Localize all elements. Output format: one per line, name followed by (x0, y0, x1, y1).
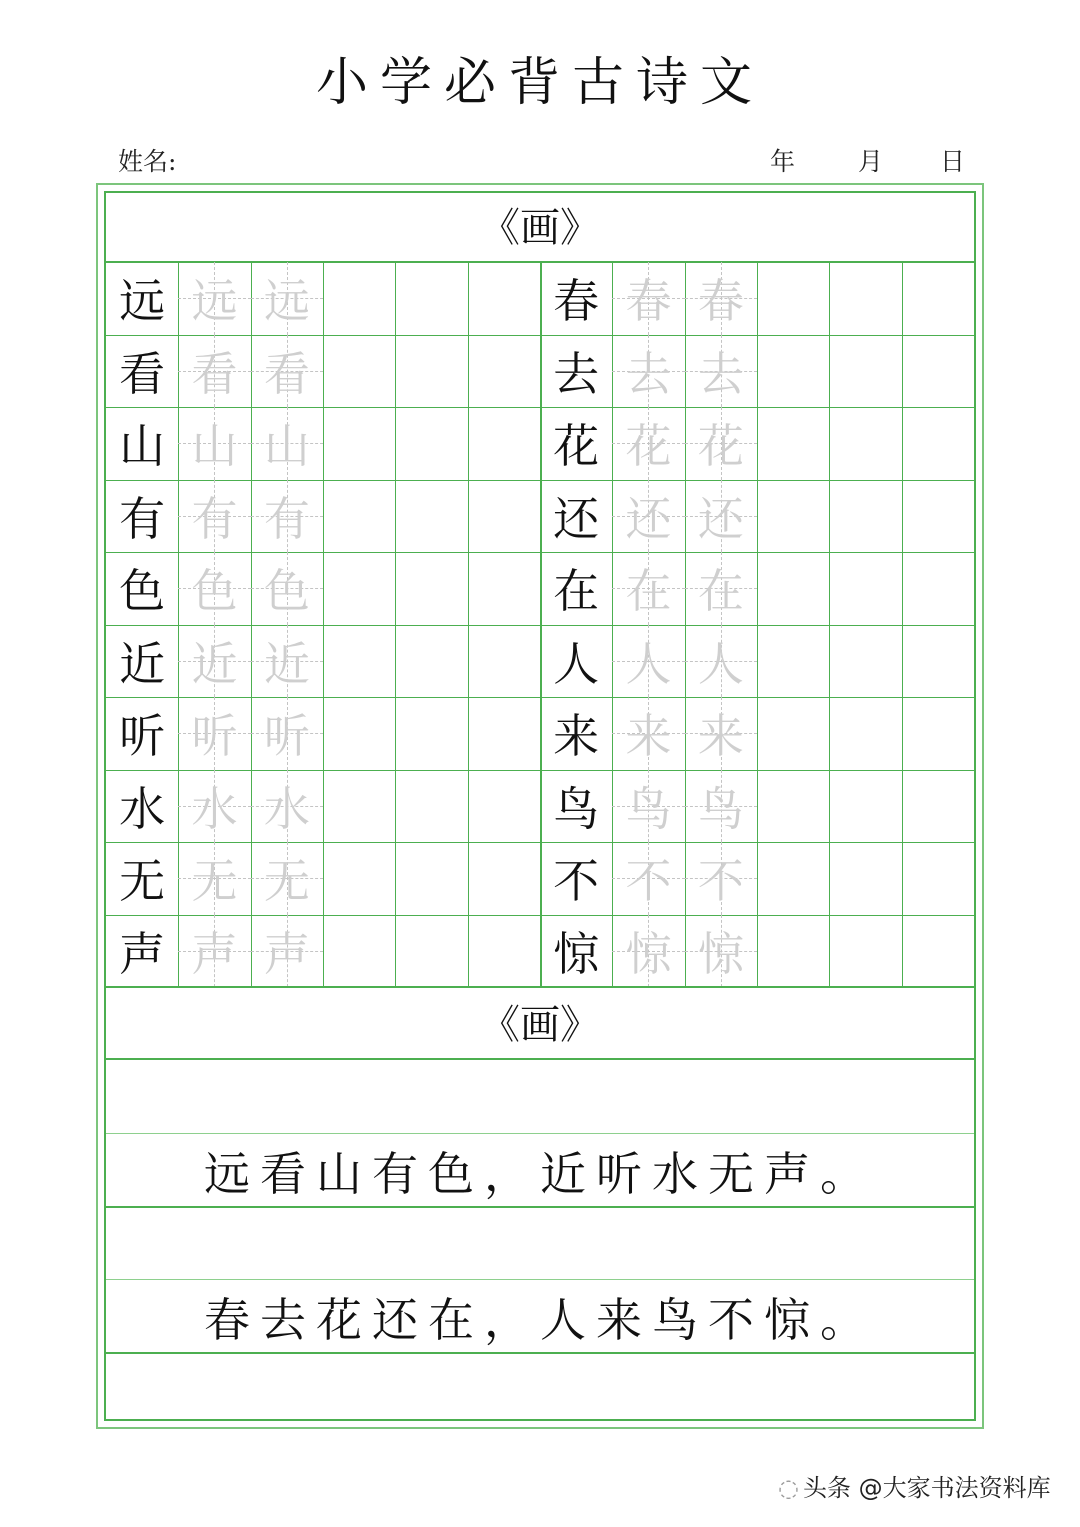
trace-character-cell (251, 625, 323, 698)
model-character: 惊 (553, 926, 600, 981)
model-character-cell (540, 407, 612, 480)
empty-practice-cell (395, 625, 467, 698)
trace-character: 去 (625, 346, 672, 401)
model-character: 色 (119, 564, 166, 619)
divider (106, 1058, 974, 1060)
practice-grid (106, 262, 974, 987)
model-character-cell (106, 697, 178, 770)
month-label: 月 (858, 147, 884, 176)
trace-character-cell (251, 697, 323, 770)
model-character-cell (540, 480, 612, 553)
trace-character: 色 (191, 564, 238, 619)
trace-character: 声 (263, 926, 310, 981)
trace-character-cell (685, 262, 757, 335)
model-character: 来 (553, 709, 600, 764)
empty-practice-cell (468, 262, 540, 335)
empty-practice-cell (829, 697, 901, 770)
empty-practice-cell (902, 335, 974, 408)
verse-line-1: 远看山有色，近听水无声。 (204, 1147, 876, 1201)
model-character-cell (540, 915, 612, 988)
empty-practice-cell (829, 552, 901, 625)
model-character-cell (540, 335, 612, 408)
trace-character-cell (178, 262, 250, 335)
trace-character-cell (178, 842, 250, 915)
trace-character-cell (178, 552, 250, 625)
empty-practice-cell (757, 480, 829, 553)
empty-practice-cell (829, 915, 901, 988)
empty-practice-cell (757, 407, 829, 480)
empty-practice-cell (902, 262, 974, 335)
model-character: 山 (119, 419, 166, 474)
empty-practice-cell (323, 480, 395, 553)
empty-practice-cell (468, 625, 540, 698)
divider (106, 1206, 974, 1208)
year-label: 年 (770, 147, 796, 176)
trace-character: 看 (191, 346, 238, 401)
empty-practice-cell (323, 552, 395, 625)
model-character-cell (540, 552, 612, 625)
trace-character: 有 (191, 491, 238, 546)
model-character: 远 (119, 274, 166, 329)
empty-practice-cell (468, 407, 540, 480)
trace-character: 声 (191, 926, 238, 981)
trace-character: 去 (697, 346, 744, 401)
trace-character-cell (251, 262, 323, 335)
model-character: 不 (553, 854, 600, 909)
divider (106, 1279, 974, 1280)
trace-character-cell (178, 335, 250, 408)
trace-character: 水 (191, 781, 238, 836)
trace-character: 远 (191, 274, 238, 329)
trace-character-cell (612, 552, 684, 625)
model-character: 近 (119, 636, 166, 691)
trace-character: 春 (697, 274, 744, 329)
model-character: 鸟 (553, 781, 600, 836)
empty-practice-cell (395, 335, 467, 408)
trace-character-cell (685, 552, 757, 625)
empty-practice-cell (902, 552, 974, 625)
empty-practice-cell (902, 697, 974, 770)
model-character-cell (106, 407, 178, 480)
trace-character-cell (178, 480, 250, 553)
model-character: 有 (119, 491, 166, 546)
trace-character-cell (685, 697, 757, 770)
trace-character-cell (251, 842, 323, 915)
model-character: 花 (553, 419, 600, 474)
trace-character-cell (612, 407, 684, 480)
empty-practice-cell (468, 480, 540, 553)
trace-character-cell (685, 915, 757, 988)
empty-practice-cell (468, 335, 540, 408)
model-character-cell (106, 262, 178, 335)
empty-practice-cell (829, 842, 901, 915)
day-label: 日 (940, 147, 966, 176)
empty-practice-cell (902, 407, 974, 480)
trace-character-cell (612, 842, 684, 915)
watermark-text: 头条 @大家书法资料库 (802, 1474, 1051, 1502)
trace-character-cell (685, 335, 757, 408)
trace-character-cell (612, 770, 684, 843)
empty-practice-cell (757, 335, 829, 408)
divider (106, 1133, 974, 1134)
model-character: 还 (553, 491, 600, 546)
trace-character: 有 (263, 491, 310, 546)
trace-character-cell (612, 480, 684, 553)
empty-practice-cell (323, 262, 395, 335)
trace-character-cell (685, 625, 757, 698)
model-character-cell (106, 915, 178, 988)
trace-character-cell (178, 697, 250, 770)
trace-character-cell (251, 407, 323, 480)
empty-practice-cell (829, 480, 901, 553)
trace-character: 远 (263, 274, 310, 329)
trace-character-cell (251, 552, 323, 625)
name-label: 姓名: (118, 147, 177, 176)
trace-character: 人 (697, 636, 744, 691)
trace-character-cell (612, 915, 684, 988)
empty-practice-cell (829, 625, 901, 698)
empty-practice-cell (757, 842, 829, 915)
empty-practice-cell (757, 625, 829, 698)
empty-practice-cell (829, 770, 901, 843)
empty-practice-cell (323, 915, 395, 988)
empty-practice-cell (829, 262, 901, 335)
trace-character: 鸟 (697, 781, 744, 836)
trace-character: 在 (625, 564, 672, 619)
model-character-cell (540, 262, 612, 335)
trace-character: 鸟 (625, 781, 672, 836)
trace-character-cell (178, 625, 250, 698)
empty-practice-cell (829, 407, 901, 480)
trace-character: 近 (263, 636, 310, 691)
empty-practice-cell (757, 915, 829, 988)
trace-character-cell (685, 770, 757, 843)
empty-practice-cell (468, 842, 540, 915)
trace-character-cell (251, 915, 323, 988)
model-character: 听 (119, 709, 166, 764)
model-character: 无 (119, 854, 166, 909)
trace-character: 在 (697, 564, 744, 619)
trace-character: 看 (263, 346, 310, 401)
trace-character: 色 (263, 564, 310, 619)
model-character: 看 (119, 346, 166, 401)
model-character-cell (540, 770, 612, 843)
trace-character-cell (251, 480, 323, 553)
trace-character-cell (178, 407, 250, 480)
model-character-cell (106, 842, 178, 915)
copy-title: 《画》 (480, 1002, 600, 1048)
model-character: 春 (553, 274, 600, 329)
model-character: 水 (119, 781, 166, 836)
trace-character: 不 (697, 854, 744, 909)
model-character-cell (106, 625, 178, 698)
model-character-cell (540, 842, 612, 915)
trace-character: 惊 (625, 926, 672, 981)
watermark (778, 1468, 1051, 1503)
empty-practice-cell (395, 480, 467, 553)
trace-character: 山 (263, 419, 310, 474)
empty-practice-cell (395, 262, 467, 335)
trace-character: 无 (191, 854, 238, 909)
empty-practice-cell (323, 842, 395, 915)
empty-practice-cell (757, 552, 829, 625)
trace-character: 无 (263, 854, 310, 909)
trace-character-cell (612, 697, 684, 770)
empty-practice-cell (757, 262, 829, 335)
trace-character-cell (612, 335, 684, 408)
model-character: 在 (553, 564, 600, 619)
trace-character: 听 (191, 709, 238, 764)
trace-character: 人 (625, 636, 672, 691)
empty-practice-cell (395, 770, 467, 843)
model-character-cell (106, 552, 178, 625)
empty-practice-cell (395, 697, 467, 770)
empty-practice-cell (468, 552, 540, 625)
trace-character: 还 (697, 491, 744, 546)
empty-practice-cell (323, 697, 395, 770)
empty-practice-cell (468, 915, 540, 988)
model-character: 去 (553, 346, 600, 401)
trace-character: 花 (625, 419, 672, 474)
empty-practice-cell (323, 335, 395, 408)
chat-icon: ◌ (778, 1474, 799, 1502)
empty-practice-cell (902, 842, 974, 915)
trace-character-cell (685, 407, 757, 480)
trace-character-cell (612, 625, 684, 698)
empty-practice-cell (323, 407, 395, 480)
empty-practice-cell (757, 770, 829, 843)
trace-character-cell (251, 770, 323, 843)
model-character: 声 (119, 926, 166, 981)
empty-practice-cell (757, 697, 829, 770)
model-character-cell (540, 625, 612, 698)
trace-character: 来 (625, 709, 672, 764)
trace-character: 听 (263, 709, 310, 764)
model-character-cell (106, 770, 178, 843)
empty-practice-cell (902, 770, 974, 843)
page-title: 小学必背古诗文 (315, 53, 764, 113)
trace-character: 来 (697, 709, 744, 764)
trace-character-cell (178, 770, 250, 843)
empty-practice-cell (323, 770, 395, 843)
trace-character: 惊 (697, 926, 744, 981)
trace-character: 还 (625, 491, 672, 546)
empty-practice-cell (395, 915, 467, 988)
trace-character: 水 (263, 781, 310, 836)
empty-practice-cell (395, 407, 467, 480)
empty-practice-cell (468, 770, 540, 843)
trace-character: 山 (191, 419, 238, 474)
trace-character: 近 (191, 636, 238, 691)
trace-character: 不 (625, 854, 672, 909)
trace-character-cell (685, 480, 757, 553)
trace-character: 春 (625, 274, 672, 329)
empty-practice-cell (902, 915, 974, 988)
trace-character-cell (685, 842, 757, 915)
trace-character-cell (251, 335, 323, 408)
empty-practice-cell (395, 842, 467, 915)
model-character-cell (106, 335, 178, 408)
empty-practice-cell (468, 697, 540, 770)
divider (106, 986, 974, 988)
trace-character-cell (178, 915, 250, 988)
model-character-cell (540, 697, 612, 770)
empty-practice-cell (323, 625, 395, 698)
trace-character: 花 (697, 419, 744, 474)
trace-character-cell (612, 262, 684, 335)
empty-practice-cell (902, 480, 974, 553)
model-character: 人 (553, 636, 600, 691)
verse-line-2: 春去花还在，人来鸟不惊。 (204, 1293, 876, 1347)
divider (106, 1352, 974, 1354)
empty-practice-cell (395, 552, 467, 625)
empty-practice-cell (829, 335, 901, 408)
empty-practice-cell (902, 625, 974, 698)
model-character-cell (106, 480, 178, 553)
poem-title: 《画》 (480, 205, 600, 251)
